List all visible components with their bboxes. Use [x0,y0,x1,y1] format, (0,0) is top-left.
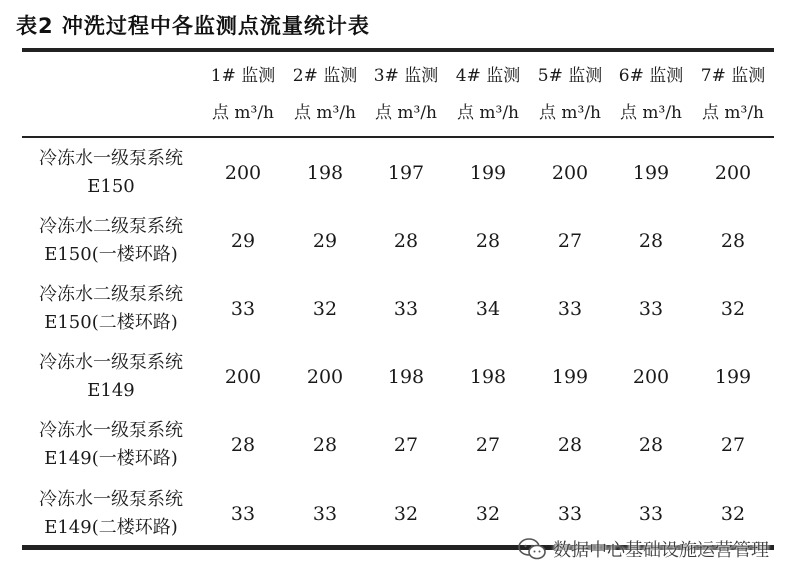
watermark [517,534,769,564]
table-header-rule [22,136,774,138]
column-header-line2: 点 m³/h [374,103,437,123]
table-cell: 32 [720,298,746,320]
row-label [22,145,200,201]
row-label-line2: E149(二楼环路) [44,517,178,538]
table-cell: 28 [312,434,338,456]
row-label-line2: E149 [87,380,135,401]
table-row [22,207,774,275]
table-title: 表2 冲洗过程中各监测点流量统计表 [16,14,370,38]
table-cell: 29 [230,230,256,252]
row-label-line1: 冷冻水一级泵系统 [39,148,183,169]
column-header [285,58,365,132]
row-label-line1: 冷冻水一级泵系统 [39,420,183,441]
column-header-line1: 1# 监测 [210,66,276,86]
column-header [693,58,773,132]
column-header-line2: 点 m³/h [701,103,764,123]
table-cell: 200 [632,366,670,388]
table-cell: 33 [230,298,256,320]
row-label-line1: 冷冻水一级泵系统 [39,489,183,510]
table-cell: 27 [393,434,419,456]
row-label-line1: 冷冻水二级泵系统 [39,216,183,237]
table-cell: 28 [557,434,583,456]
column-header-line1: 2# 监测 [292,66,358,86]
row-label [22,213,200,269]
table-cell: 200 [306,366,344,388]
table-cell: 198 [306,162,344,184]
table-top-rule [22,48,774,52]
wechat-icon [517,537,547,561]
table-cell: 28 [638,434,664,456]
table-cell: 33 [312,503,338,525]
table-cell: 32 [720,503,746,525]
column-header-line2: 点 m³/h [538,103,601,123]
table-cell: 33 [557,503,583,525]
row-label-line2: E150 [87,176,135,197]
row-label-line2: E149(一楼环路) [44,448,178,469]
row-label-line1: 冷冻水一级泵系统 [39,352,183,373]
row-label-line2: E150(一楼环路) [44,244,178,265]
table-cell: 28 [230,434,256,456]
table-cell: 33 [393,298,419,320]
row-label [22,281,200,337]
column-header [366,58,446,132]
column-header-line1: 4# 监测 [455,66,521,86]
table-cell: 200 [714,162,752,184]
table-cell: 199 [469,162,507,184]
table-cell: 199 [632,162,670,184]
column-header-line1: 3# 监测 [373,66,439,86]
row-label [22,417,200,473]
column-header-line2: 点 m³/h [456,103,519,123]
table-cell: 28 [475,230,501,252]
column-header [530,58,610,132]
column-header-line2: 点 m³/h [293,103,356,123]
column-header [203,58,283,132]
row-label-line2: E150(二楼环路) [44,312,178,333]
table-cell: 200 [224,366,262,388]
table-cell: 33 [230,503,256,525]
table-cell: 200 [551,162,589,184]
column-header [448,58,528,132]
table-cell: 198 [387,366,425,388]
table-row [22,275,774,343]
table-cell: 27 [720,434,746,456]
table-row [22,411,774,479]
column-header-line2: 点 m³/h [619,103,682,123]
table-cell: 34 [475,298,501,320]
column-header-line1: 7# 监测 [700,66,766,86]
column-header [611,58,691,132]
table-cell: 33 [638,503,664,525]
table-row [22,343,774,411]
column-header-line1: 5# 监测 [537,66,603,86]
table-cell: 29 [312,230,338,252]
table-cell: 32 [312,298,338,320]
table-cell: 28 [638,230,664,252]
table-cell: 27 [557,230,583,252]
column-header-line1: 6# 监测 [618,66,684,86]
table-cell: 199 [714,366,752,388]
row-label-line1: 冷冻水二级泵系统 [39,284,183,305]
column-header-line2: 点 m³/h [211,103,274,123]
table-cell: 198 [469,366,507,388]
row-label [22,486,200,542]
table-cell: 28 [720,230,746,252]
table-cell: 33 [557,298,583,320]
watermark-text: 数据中心基础设施运营管理 [553,540,769,561]
table-cell: 199 [551,366,589,388]
row-label [22,349,200,405]
table-cell: 32 [393,503,419,525]
table-cell: 200 [224,162,262,184]
table-cell: 28 [393,230,419,252]
table-cell: 33 [638,298,664,320]
table-row [22,139,774,207]
table-cell: 197 [387,162,425,184]
table-cell: 32 [475,503,501,525]
table-cell: 27 [475,434,501,456]
